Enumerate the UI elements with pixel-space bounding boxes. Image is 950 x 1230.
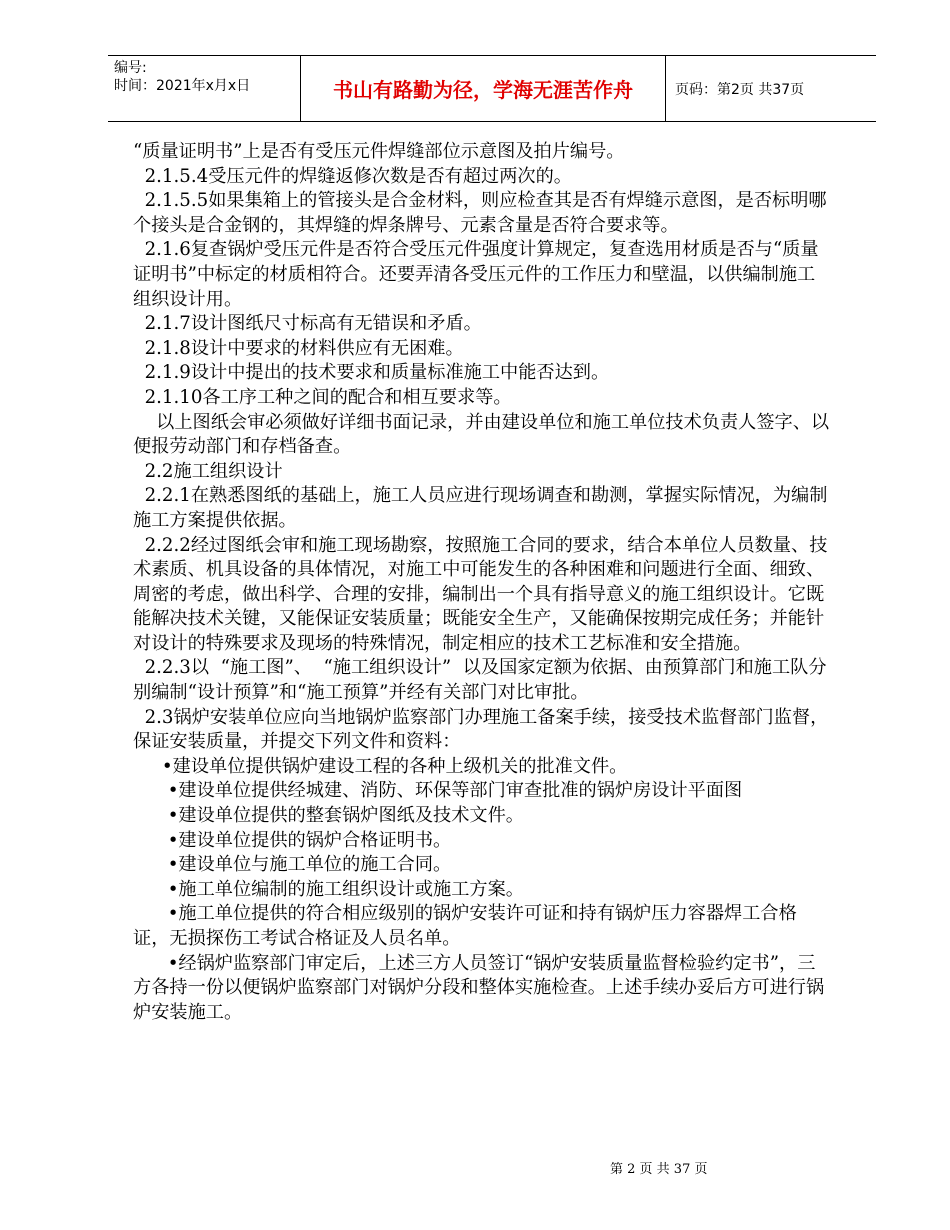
header-meta <box>108 56 301 121</box>
number-label: 编号: <box>114 60 147 76</box>
header-page-info-cell <box>666 56 876 121</box>
list-item: •经锅炉监察部门审定后，上述三方人员签订“锅炉安装质量监督检验约定书”，三方各持一份以便锅炉监察部门对锅炉分段和整体实施检查。上述手续办妥后方可进行锅炉安装施工。 <box>133 952 825 1023</box>
paragraph: 2.2.3以 “施工图”、 “施工组织设计” 以及国家定额为依据、由预算部门和施工队分别编制“设计预算”和“施工预算”并经有关部门对比审批。 <box>133 657 827 704</box>
list-item: •建设单位提供经城建、消防、环保等部门审查批准的锅炉房设计平面图 <box>133 780 743 802</box>
paragraph: 2.1.7设计图纸尺寸标高有无错误和矛盾。 <box>133 313 482 335</box>
list-item: •建设单位提供的整套锅炉图纸及技术文件。 <box>133 805 524 827</box>
list-item: •施工单位提供的符合相应级别的锅炉安装许可证和持有锅炉压力容器焊工合格证，无损探伤工考试合格证及人员名单。 <box>133 903 797 949</box>
paragraph: “质量证明书”上是否有受压元件焊缝部位示意图及拍片编号。 <box>133 141 625 162</box>
paragraph: 2.1.5.5如果集箱上的管接头是合金材料，则应检查其是否有焊缝示意图，是否标明哪个接头是合金钢的，其焊缝的焊条牌号、元素含量是否符合要求等。 <box>133 190 827 236</box>
header-motto-cell <box>301 56 666 121</box>
header-motto: 书山有路勤为径，学海无涯苦作舟 <box>333 78 633 102</box>
paragraph: 2.3锅炉安装单位应向当地锅炉监察部门办理施工备案手续，接受技术监督部门监督，保证安装质量，并提交下列文件和资料： <box>133 706 829 753</box>
paragraph: 2.2.1在熟悉图纸的基础上，施工人员应进行现场调查和勘测，掌握实际情况，为编制施工方案提供依据。 <box>133 485 828 531</box>
section-heading: 2.2施工组织设计 <box>133 460 283 482</box>
paragraph: 2.1.6复查锅炉受压元件是否符合受压元件强度计算规定，复查选用材质是否与“质量证明书”中标定的材质相符合。还要弄清各受压元件的工作压力和壁温，以供编制施工组织设计用。 <box>133 239 819 310</box>
paragraph: 2.1.9设计中提出的技术要求和质量标准施工中能否达到。 <box>133 362 610 384</box>
paragraph: 以上图纸会审必须做好详细书面记录，并由建设单位和施工单位技术负责人签字、以便报劳动部门和存档备查。 <box>133 411 830 458</box>
list-item: •建设单位提供的锅炉合格证明书。 <box>133 829 452 851</box>
list-item: •施工单位编制的施工组织设计或施工方案。 <box>133 878 524 900</box>
page-footer: 第 2 页 共 37 页 <box>610 1162 708 1177</box>
time-label: 时间：2021年x月x日 <box>114 78 251 94</box>
paragraph: 2.1.8设计中要求的材料供应有无困难。 <box>133 337 464 359</box>
paragraph: 2.2.2经过图纸会审和施工现场勘察，按照施工合同的要求，结合本单位人员数量、技术素质、机具设备的具体情况，对施工中可能发生的各种困难和问题进行全面、细致、周密的考虑，做出科学、合理的安排，编制出一个具有指导意义的施工组织设计。它既能解决技术关键，又能保证安装质量；既能安全生产，又能确保按期完成任务；并能针对设计的特殊要求及现场的特殊情况，制定相应的技术工艺标准和安全措施。 <box>133 534 828 654</box>
list-item: •建设单位与施工单位的施工合同。 <box>133 854 452 876</box>
paragraph: 2.1.5.4受压元件的焊缝返修次数是否有超过两次的。 <box>133 165 572 187</box>
page-header <box>108 55 876 122</box>
paragraph: 2.1.10各工序工种之间的配合和相互要求等。 <box>133 386 512 408</box>
header-page-info: 页码：第2页 共37页 <box>675 81 805 98</box>
document-body <box>133 140 833 1025</box>
list-item: •建设单位提供锅炉建设工程的各种上级机关的批准文件。 <box>133 755 628 777</box>
